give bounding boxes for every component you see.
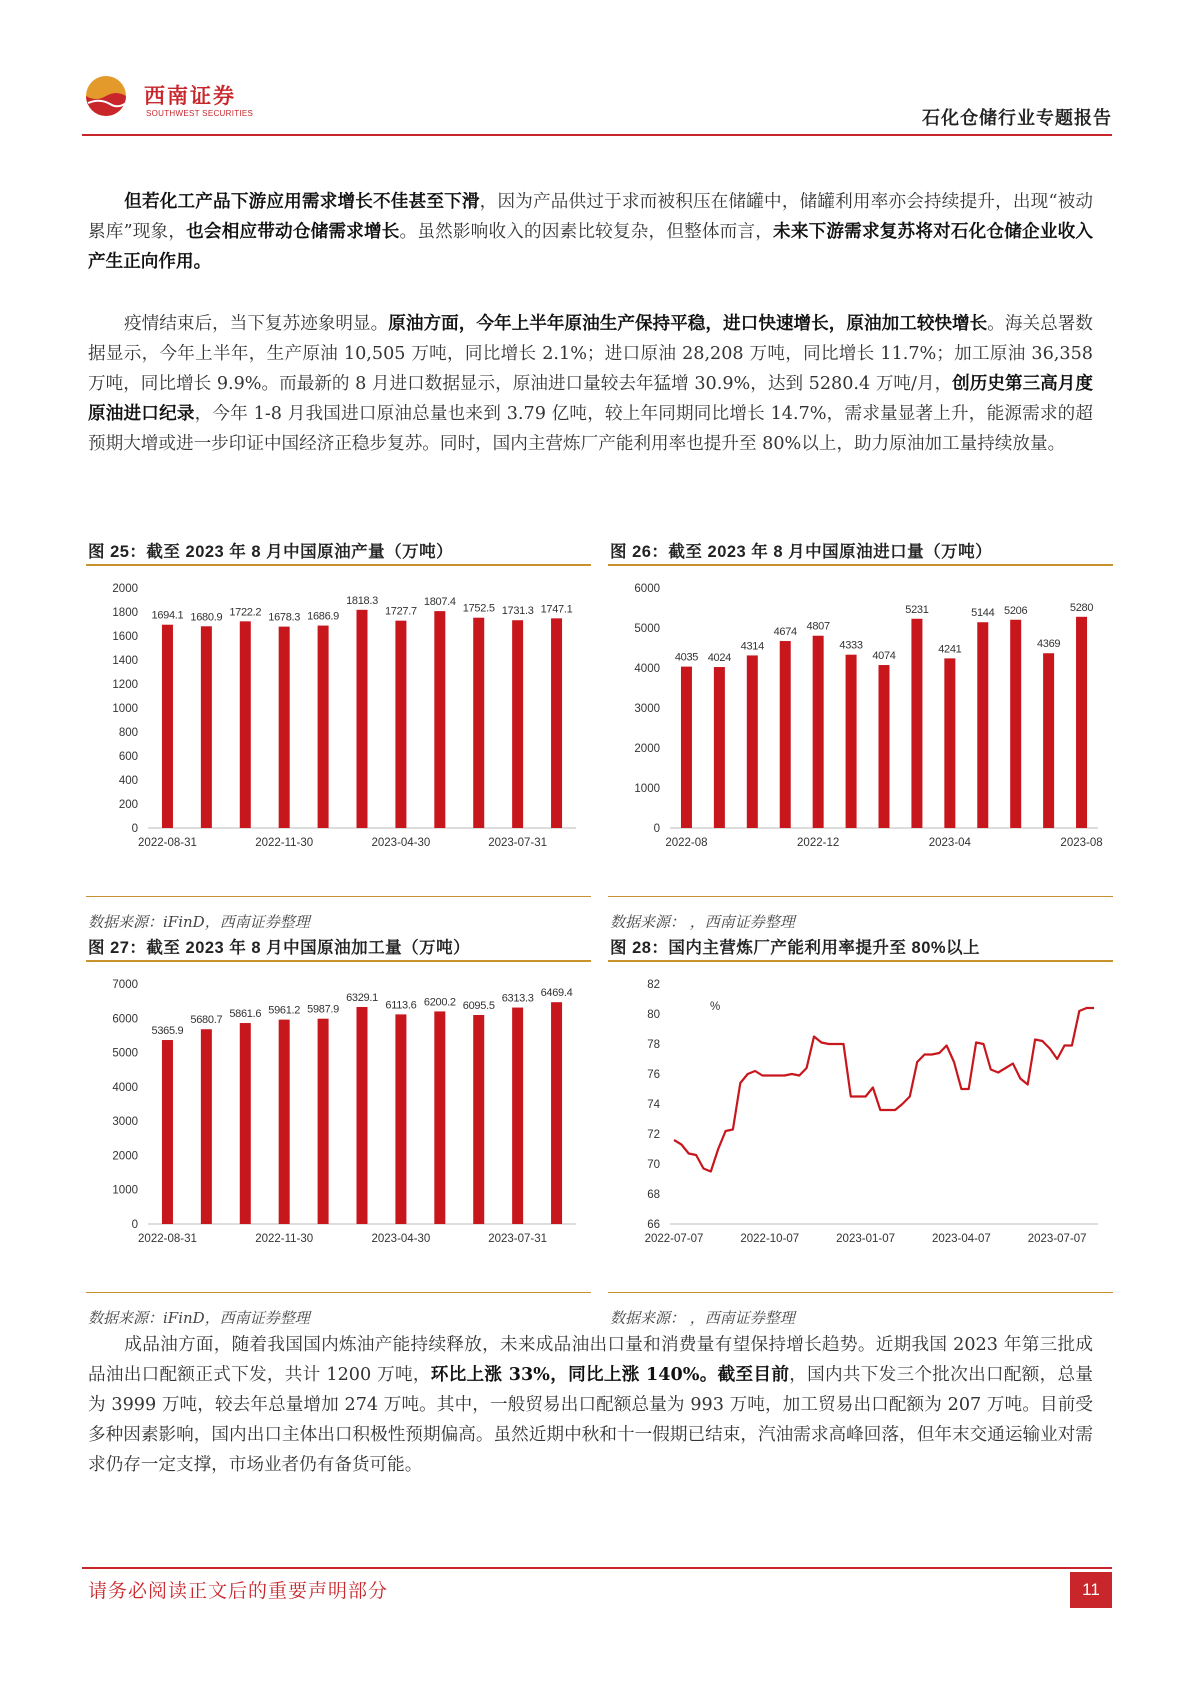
brand-name-en: SOUTHWEST SECURITIES: [146, 109, 254, 118]
bar: [434, 611, 445, 828]
figure-source: 数据来源：iFinD，西南证券整理: [88, 1309, 310, 1327]
figure-25: [86, 538, 591, 932]
y-tick-label: 6000: [112, 1013, 138, 1026]
bar: [318, 1019, 329, 1224]
data-label: 4369: [1036, 638, 1061, 651]
body-text: ，国内共下发三个批次出口配额，总量为 3999 万吨，较去年总量增加 274 万吨。其中，一般贸易出口配额总量为 993 万吨，加工贸易出口配额为 207 万吨。目前受多种因素影响，国内出口主体出口积极性预期偏高。虽然近期中秋和十一假期已结束，汽油需求高峰回落，但年末交通运输业对需求仍存一定支撑，市场业者仍有备货可能。: [88, 1365, 1093, 1475]
x-tick-label: 2023-04-30: [371, 1233, 431, 1245]
bar: [201, 626, 212, 828]
y-tick-label: 3000: [112, 1116, 138, 1129]
bar: [551, 618, 562, 828]
body-text: 疫情结束后，当下复苏迹象明显。: [124, 314, 389, 334]
emphasis-text: 但若化工产品下游应用需求增长不佳甚至下滑: [124, 191, 480, 212]
y-tick-label: 800: [118, 727, 138, 739]
y-tick-label: 4000: [112, 1081, 138, 1094]
bar: [434, 1011, 445, 1224]
y-tick-label: 1800: [112, 607, 138, 619]
bar: [977, 622, 988, 828]
bar: [473, 618, 484, 828]
x-tick-label: 2022-11-30: [255, 1233, 314, 1245]
bar: [279, 1020, 290, 1224]
y-tick-label: 2000: [112, 1150, 138, 1163]
refinery-utilization-chart: [608, 962, 1113, 1292]
y-tick-label: 400: [118, 775, 138, 787]
data-label: 5231: [905, 603, 929, 616]
bar: [911, 619, 922, 828]
y-tick-label: 66: [647, 1219, 660, 1231]
bar: [395, 621, 406, 828]
disclaimer-note: 请务必阅读正文后的重要声明部分: [88, 1580, 389, 1602]
crude-import-chart: [608, 566, 1113, 896]
header-divider: [82, 134, 1112, 136]
data-label: 5365.9: [151, 1025, 184, 1038]
emphasis-text: 原油方面，今年上半年原油生产保持平稳，进口快速增长，原油加工较快增长: [388, 313, 988, 334]
body-paragraph-2: [88, 309, 1093, 459]
bar: [357, 1007, 368, 1224]
data-label: 1722.2: [229, 606, 262, 619]
bar: [512, 620, 523, 828]
page-header: [82, 70, 1112, 136]
y-tick-label: 1000: [112, 1184, 138, 1197]
bar: [395, 1014, 406, 1224]
y-tick-label: 70: [647, 1159, 660, 1171]
body-text: 。虽然影响收入的因素比较复杂，但整体而言，: [399, 222, 774, 242]
bar: [279, 627, 290, 828]
data-label: 6200.2: [423, 996, 456, 1009]
data-label: 4035: [674, 651, 699, 664]
y-tick-label: 1400: [112, 655, 138, 667]
body-paragraph-1: [88, 187, 1093, 277]
body-text: ，今年 1-8 月我国进口原油总量也来到 3.79 亿吨，较上年同期同比增长 14.7%，需求量显著上升，能源需求的超预期大增或进一步印证中国经济正稳步复苏。同时，国内主营炼厂产能利用率也提升至 80%以上，助力原油加工量持续放量。: [88, 404, 1093, 454]
data-label: 5961.2: [268, 1004, 301, 1017]
bar: [357, 610, 368, 828]
y-tick-label: 78: [647, 1039, 660, 1051]
x-tick-label: 2023-08: [1060, 837, 1103, 849]
y-tick-label: 0: [131, 823, 138, 835]
figure-source: 数据来源： ，西南证券整理: [610, 913, 795, 931]
data-label: 1752.5: [462, 602, 495, 615]
data-label: 6469.4: [540, 987, 573, 1000]
logo-emblem-icon: [82, 70, 140, 128]
x-tick-label: 2023-07-07: [1027, 1233, 1087, 1245]
data-label: 1680.9: [190, 611, 223, 624]
bar: [681, 667, 692, 828]
y-tick-label: 600: [118, 751, 138, 763]
bar: [201, 1029, 212, 1224]
body-paragraph-3: [88, 1330, 1093, 1480]
data-label: 5987.9: [307, 1003, 340, 1016]
emphasis-text: 也会相应带动仓储需求增长: [186, 221, 400, 242]
crude-production-chart: [86, 566, 591, 896]
crude-processing-chart: [86, 962, 591, 1292]
x-tick-label: 2023-04-30: [371, 837, 431, 849]
x-tick-label: 2023-01-07: [836, 1233, 895, 1245]
data-label: 1731.3: [501, 605, 534, 618]
y-tick-label: 6000: [634, 583, 660, 595]
bar: [1010, 620, 1021, 828]
y-tick-label: 2000: [112, 583, 138, 595]
y-tick-label: 82: [647, 979, 660, 991]
x-tick-label: 2023-07-31: [488, 1233, 548, 1245]
x-tick-label: 2023-07-31: [488, 837, 548, 849]
y-tick-label: 1000: [634, 783, 660, 795]
body-text: ，因为产品供过于求而被积压在储罐中，储罐利用率亦会持续提升，出现“被动累库”现象，: [88, 192, 1093, 242]
x-tick-label: 2023-04: [928, 837, 971, 849]
footer-divider: [82, 1567, 1112, 1569]
unit-label: %: [710, 1001, 721, 1013]
x-tick-label: 2022-08-31: [138, 837, 197, 849]
bar: [944, 658, 955, 828]
body-text: 成品油方面，随着我国国内炼油产能持续释放，未来成品油出口量和消费量有望保持增长趋势。近期我国 2023 年第三批成品油出口配额正式下发，共计 1200 万吨，: [88, 1335, 1093, 1385]
data-label: 1747.1: [540, 603, 573, 616]
x-tick-label: 2023-04-07: [931, 1233, 991, 1245]
data-label: 1807.4: [423, 596, 456, 609]
figure-26: [608, 538, 1113, 932]
data-label: 1818.3: [346, 594, 378, 607]
emphasis-text: 未来下游需求复苏将对石化仓储企业收入产生正向作用。: [88, 221, 1093, 272]
y-tick-label: 1600: [112, 631, 138, 643]
y-tick-label: 5000: [112, 1047, 138, 1060]
data-label: 5206: [1004, 604, 1028, 617]
bar: [780, 641, 791, 828]
y-tick-label: 74: [647, 1099, 660, 1111]
y-tick-label: 0: [131, 1219, 138, 1231]
data-label: 4807: [806, 620, 830, 633]
y-tick-label: 1200: [112, 679, 138, 691]
bar: [813, 636, 824, 828]
y-tick-label: 68: [647, 1189, 660, 1201]
y-tick-label: 5000: [634, 623, 660, 635]
data-label: 4024: [707, 652, 732, 665]
bar: [162, 625, 173, 828]
data-label: 1727.7: [384, 605, 417, 618]
x-tick-label: 2022-12: [797, 837, 840, 849]
data-label: 5680.7: [190, 1014, 223, 1027]
data-label: 5144: [971, 607, 995, 620]
x-tick-label: 2022-10-07: [740, 1233, 800, 1245]
bar: [318, 626, 329, 828]
bar: [473, 1015, 484, 1224]
company-logo: [82, 70, 140, 132]
y-tick-label: 72: [647, 1129, 660, 1141]
page-number: 11: [1070, 1572, 1112, 1608]
data-label: 6313.3: [501, 992, 534, 1005]
emphasis-text: 创历史第三高月度原油进口纪录: [88, 373, 1093, 424]
x-tick-label: 2022-08-31: [138, 1233, 197, 1245]
bar: [240, 621, 251, 828]
bar: [512, 1008, 523, 1224]
body-text: 。海关总署数据显示，今年上半年，生产原油 10,505 万吨，同比增长 2.1%；进口原油 28,208 万吨，同比增长 11.7%；加工原油 36,358 万吨，同比增长 9.9%。而最新的 8 月进口数据显示，原油进口量较去年猛增 30.9%，达到 5280.4 万吨/月，: [88, 314, 1093, 394]
series-line: [674, 1008, 1094, 1172]
y-tick-label: 3000: [634, 703, 660, 715]
data-label: 1686.9: [307, 610, 340, 623]
brand-name: 西南证券: [144, 83, 236, 108]
bar: [714, 667, 725, 828]
bar: [551, 1002, 562, 1224]
data-label: 4674: [773, 626, 797, 639]
y-tick-label: 2000: [634, 743, 660, 755]
data-label: 1694.1: [151, 609, 184, 622]
data-label: 6113.6: [385, 999, 417, 1012]
data-label: 6095.5: [462, 1000, 495, 1013]
bar: [747, 655, 758, 828]
y-tick-label: 1000: [112, 703, 138, 715]
figure-title: 图 27：截至 2023 年 8 月中国原油加工量（万吨）: [86, 934, 591, 962]
bar: [1076, 617, 1087, 828]
data-label: 4314: [740, 640, 764, 653]
figure-source: 数据来源： ，西南证券整理: [610, 1309, 795, 1327]
bar: [1043, 653, 1054, 828]
emphasis-text: 环比上涨 33%，同比上涨 140%。截至目前: [430, 1364, 790, 1385]
bar: [240, 1023, 251, 1224]
data-label: 1678.3: [268, 611, 301, 624]
data-label: 4074: [872, 650, 896, 663]
figure-27: [86, 934, 591, 1328]
figure-28: [608, 934, 1113, 1328]
figure-title: 图 25：截至 2023 年 8 月中国原油产量（万吨）: [86, 538, 591, 566]
y-tick-label: 7000: [112, 979, 138, 991]
data-label: 5861.6: [229, 1008, 262, 1021]
data-label: 4333: [839, 639, 863, 652]
figure-title: 图 28：国内主营炼厂产能利用率提升至 80%以上: [608, 934, 1113, 962]
data-label: 4241: [938, 643, 962, 656]
data-label: 5280: [1069, 601, 1094, 614]
x-tick-label: 2022-11-30: [255, 837, 314, 849]
bar: [879, 665, 890, 828]
y-tick-label: 4000: [634, 663, 660, 675]
figure-title: 图 26：截至 2023 年 8 月中国原油进口量（万吨）: [608, 538, 1113, 566]
bar: [162, 1040, 173, 1224]
x-tick-label: 2022-08: [665, 837, 708, 849]
data-label: 6329.1: [346, 992, 378, 1005]
report-title: 石化仓储行业专题报告: [922, 108, 1112, 129]
bar: [846, 655, 857, 828]
figure-source: 数据来源：iFinD，西南证券整理: [88, 913, 310, 931]
y-tick-label: 76: [647, 1069, 660, 1081]
y-tick-label: 0: [653, 823, 660, 835]
y-tick-label: 80: [647, 1009, 660, 1021]
y-tick-label: 200: [118, 799, 138, 811]
x-tick-label: 2022-07-07: [644, 1233, 704, 1245]
